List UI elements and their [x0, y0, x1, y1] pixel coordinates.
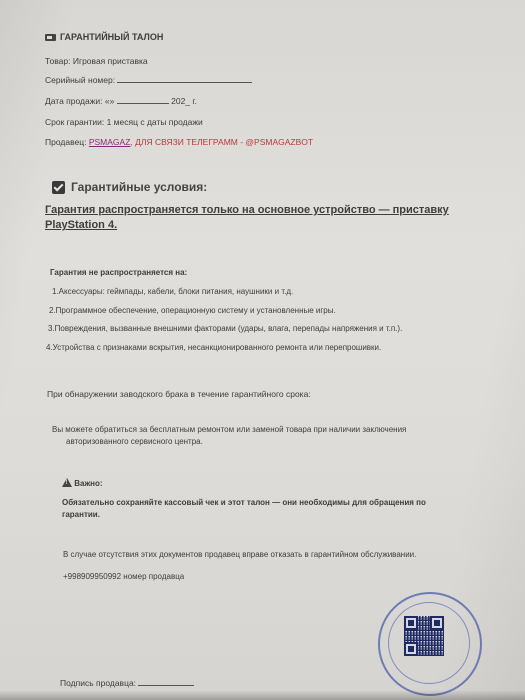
qr-finder-top-right [430, 616, 444, 630]
exclusion-item-4: 4.Устройства с признаками вскрытия, несанкционированного ремонта или перепрошивки. [46, 343, 382, 352]
page-shadow [0, 690, 525, 700]
conditions-heading [52, 180, 207, 194]
warranty-title [45, 32, 163, 42]
seller-row [45, 137, 313, 147]
qr-finder-top-left [404, 616, 418, 630]
sale-date-row [45, 96, 197, 106]
qr-code[interactable] [404, 616, 444, 656]
seller-phone: +998909950992 номер продавца [63, 572, 185, 581]
seller-label: Продавец: [45, 137, 87, 147]
warranty-scope: Гарантия распространяется только на основное устройство — приставку PlayStation 4. [45, 204, 449, 231]
warning-icon [62, 478, 72, 487]
sale-date-year: 202_ г. [171, 96, 197, 106]
signature-blank [138, 685, 194, 686]
seller-contact[interactable]: , ДЛЯ СВЯЗИ ТЕЛЕГРАММ - @PSMAGAZBOT [130, 137, 314, 147]
term-label: Срок гарантии: [45, 117, 105, 127]
seller-link[interactable]: PSMAGAZ [88, 137, 131, 147]
serial-blank [117, 82, 252, 83]
term-value: 1 месяц с даты продажи [106, 117, 203, 127]
product-value: Игровая приставка [72, 56, 148, 66]
sale-month-blank [117, 103, 169, 104]
conditions-heading-text: Гарантийные условия: [71, 180, 208, 194]
serial-row [45, 75, 252, 85]
product-label: Товар: [45, 56, 71, 66]
defect-body-line1: Вы можете обратиться за бесплатным ремонтом или заменой товара при наличии заключения [52, 425, 407, 434]
important-label: Важно: [74, 479, 103, 488]
important-line1: Обязательно сохраняйте кассовый чек и этот талон — они необходимы для обращения по [62, 498, 426, 507]
product-row [45, 56, 148, 66]
exclusion-item-1: 1.Аксессуары: геймпады, кабели, блоки питания, наушники и т.д. [52, 287, 294, 296]
sale-date-label: Дата продажи: «» [45, 96, 115, 106]
defect-intro: При обнаружении заводского брака в течение гарантийного срока: [47, 389, 311, 399]
refusal-note: В случае отсутствия этих документов продавец вправе отказать в гарантийном обслуживании. [63, 550, 417, 559]
exclusions-heading: Гарантия не распространяется на: [50, 268, 188, 277]
checkbox-icon [52, 181, 65, 194]
warranty-title-text: ГАРАНТИЙНЫЙ ТАЛОН [60, 32, 164, 42]
serial-label: Серийный номер: [45, 75, 116, 85]
signature-label: Подпись продавца: [60, 678, 137, 688]
ticket-icon [45, 34, 56, 41]
important-line2: гарантии. [62, 510, 100, 519]
qr-finder-bottom-left [404, 642, 418, 656]
defect-body-line2: авторизованного сервисного центра. [66, 437, 203, 446]
warranty-term-row [45, 117, 203, 127]
exclusion-item-3: 3.Повреждения, вызванные внешними факторами (удары, влага, перепады напряжения и т.п.). [48, 324, 403, 333]
signature-row [60, 678, 194, 688]
important-label-row [62, 478, 103, 488]
exclusion-item-2: 2.Программное обеспечение, операционную систему и установленные игры. [49, 306, 336, 315]
